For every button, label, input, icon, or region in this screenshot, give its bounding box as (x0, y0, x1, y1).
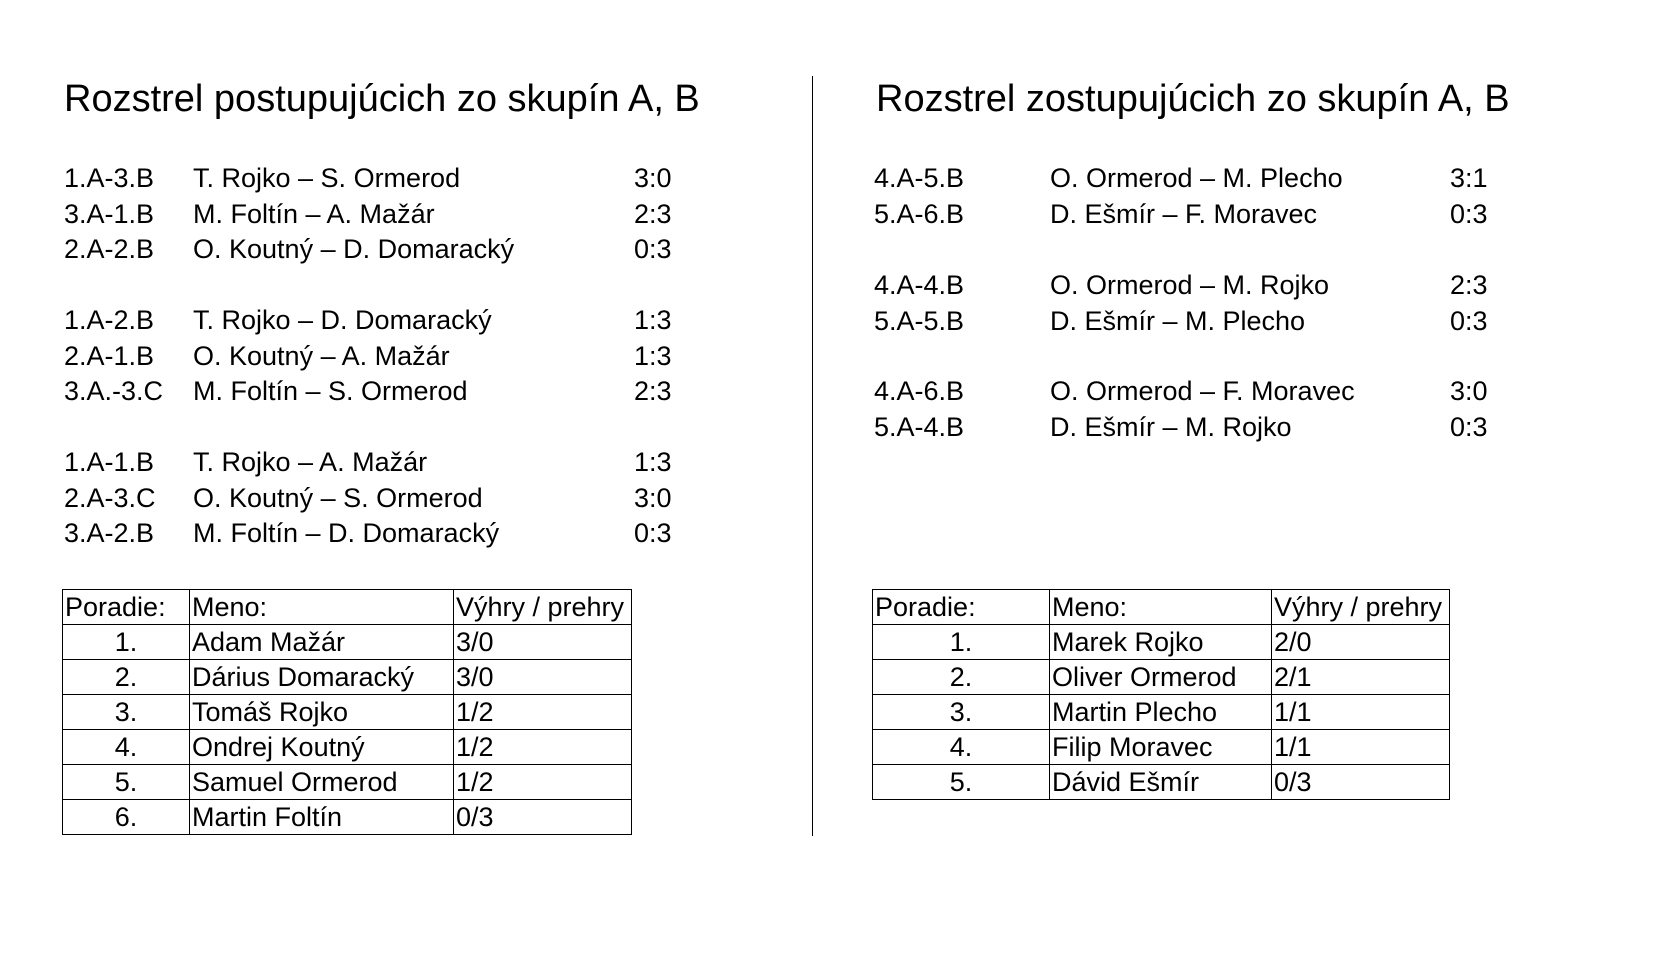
table-row (873, 625, 1450, 660)
match-row (0, 373, 760, 409)
match-pair: O. Ormerod – F. Moravec (1050, 376, 1355, 406)
relegation-title: Rozstrel zostupujúcich zo skupín A, B (876, 78, 1510, 120)
header-rank: Poradie: (873, 590, 1050, 625)
match-code: 4.A-4.B (874, 270, 965, 300)
match-score: 3:0 (634, 482, 672, 513)
match-row (0, 444, 760, 480)
name-cell: Marek Rojko (1050, 625, 1272, 660)
match-score: 1:3 (634, 340, 672, 371)
match-score: 1:3 (634, 305, 672, 335)
record-cell: 1/2 (454, 765, 632, 800)
record-cell: 0/3 (1272, 765, 1450, 800)
rank-cell: 6. (63, 800, 190, 835)
match-code: 5.A-6.B (874, 198, 965, 229)
name-cell: Filip Moravec (1050, 730, 1272, 765)
match-score: 0:3 (1450, 305, 1488, 336)
rank-cell: 4. (873, 730, 1050, 765)
match-score: 2:3 (1450, 270, 1488, 300)
match-code: 1.A-1.B (64, 447, 155, 477)
rank-cell: 5. (873, 765, 1050, 800)
name-cell: Adam Mažár (190, 625, 454, 660)
match-score: 0:3 (1450, 411, 1488, 442)
record-cell: 1/1 (1272, 730, 1450, 765)
record-cell: 2/1 (1272, 660, 1450, 695)
table-row (63, 730, 632, 765)
rank-cell: 1. (873, 625, 1050, 660)
table-row (873, 765, 1450, 800)
match-code: 3.A-2.B (64, 518, 155, 548)
match-score: 3:1 (1450, 163, 1488, 193)
match-pair: D. Ešmír – M. Plecho (1050, 305, 1306, 336)
match-code: 5.A-4.B (874, 411, 965, 442)
table-row (63, 695, 632, 730)
header-name: Meno: (190, 590, 454, 625)
match-code: 3.A.-3.C (64, 376, 164, 406)
table-row (873, 730, 1450, 765)
match-pair: O. Koutný – A. Mažár (193, 340, 450, 371)
match-code: 2.A-2.B (64, 234, 155, 264)
match-pair: T. Rojko – D. Domaracký (193, 305, 492, 335)
match-score: 0:3 (634, 234, 672, 264)
relegation-standings-table (872, 589, 1450, 800)
rank-cell: 3. (873, 695, 1050, 730)
table-row (63, 625, 632, 660)
match-row (0, 515, 760, 551)
name-cell: Ondrej Koutný (190, 730, 454, 765)
record-cell: 1/2 (454, 730, 632, 765)
table-header-row (873, 590, 1450, 625)
match-code: 2.A-1.B (64, 340, 155, 371)
match-row (816, 303, 1576, 339)
record-cell: 1/1 (1272, 695, 1450, 730)
table-row (873, 695, 1450, 730)
rank-cell: 2. (63, 660, 190, 695)
name-cell: Samuel Ormerod (190, 765, 454, 800)
match-row (816, 196, 1576, 232)
match-pair: D. Ešmír – M. Rojko (1050, 411, 1292, 442)
table-header-row (63, 590, 632, 625)
header-record: Výhry / prehry (1272, 590, 1450, 625)
rank-cell: 2. (873, 660, 1050, 695)
record-cell: 1/2 (454, 695, 632, 730)
match-score: 0:3 (1450, 198, 1488, 229)
match-score: 0:3 (634, 518, 672, 548)
table-row (63, 765, 632, 800)
match-pair: O. Ormerod – M. Plecho (1050, 163, 1343, 193)
table-row (873, 660, 1450, 695)
match-score: 2:3 (634, 198, 672, 229)
match-code: 3.A-1.B (64, 198, 155, 229)
match-pair: D. Ešmír – F. Moravec (1050, 198, 1318, 229)
match-pair: O. Ormerod – M. Rojko (1050, 270, 1330, 300)
match-row (816, 373, 1576, 409)
rank-cell: 1. (63, 625, 190, 660)
header-record: Výhry / prehry (454, 590, 632, 625)
match-row (0, 480, 760, 516)
promotion-title: Rozstrel postupujúcich zo skupín A, B (64, 78, 700, 120)
match-code: 4.A-5.B (874, 163, 965, 193)
match-pair: O. Koutný – S. Ormerod (193, 482, 483, 513)
table-row (63, 800, 632, 835)
record-cell: 2/0 (1272, 625, 1450, 660)
match-pair: M. Foltín – S. Ormerod (193, 376, 468, 406)
promotion-standings-table (62, 589, 632, 835)
match-score: 1:3 (634, 447, 672, 477)
match-pair: M. Foltín – D. Domaracký (193, 518, 500, 548)
name-cell: Tomáš Rojko (190, 695, 454, 730)
match-score: 2:3 (634, 376, 672, 406)
rank-cell: 4. (63, 730, 190, 765)
name-cell: Dárius Domaracký (190, 660, 454, 695)
match-row (816, 160, 1576, 196)
match-pair: O. Koutný – D. Domaracký (193, 234, 515, 264)
match-row (0, 160, 760, 196)
match-pair: T. Rojko – A. Mažár (193, 447, 428, 477)
name-cell: Martin Plecho (1050, 695, 1272, 730)
match-code: 1.A-2.B (64, 305, 155, 335)
match-row (0, 302, 760, 338)
header-rank: Poradie: (63, 590, 190, 625)
match-code: 2.A-3.C (64, 482, 156, 513)
header-name: Meno: (1050, 590, 1272, 625)
name-cell: Dávid Ešmír (1050, 765, 1272, 800)
rank-cell: 3. (63, 695, 190, 730)
table-row (63, 660, 632, 695)
name-cell: Oliver Ormerod (1050, 660, 1272, 695)
rank-cell: 5. (63, 765, 190, 800)
match-row (816, 409, 1576, 445)
match-row (0, 231, 760, 267)
match-pair: M. Foltín – A. Mažár (193, 198, 435, 229)
match-row (816, 267, 1576, 303)
column-divider (812, 76, 813, 836)
match-score: 3:0 (634, 163, 672, 193)
match-code: 5.A-5.B (874, 305, 965, 336)
match-row (0, 338, 760, 374)
record-cell: 3/0 (454, 625, 632, 660)
match-row (0, 196, 760, 232)
record-cell: 3/0 (454, 660, 632, 695)
record-cell: 0/3 (454, 800, 632, 835)
name-cell: Martin Foltín (190, 800, 454, 835)
match-score: 3:0 (1450, 376, 1488, 406)
match-pair: T. Rojko – S. Ormerod (193, 163, 461, 193)
match-code: 1.A-3.B (64, 163, 155, 193)
match-code: 4.A-6.B (874, 376, 965, 406)
